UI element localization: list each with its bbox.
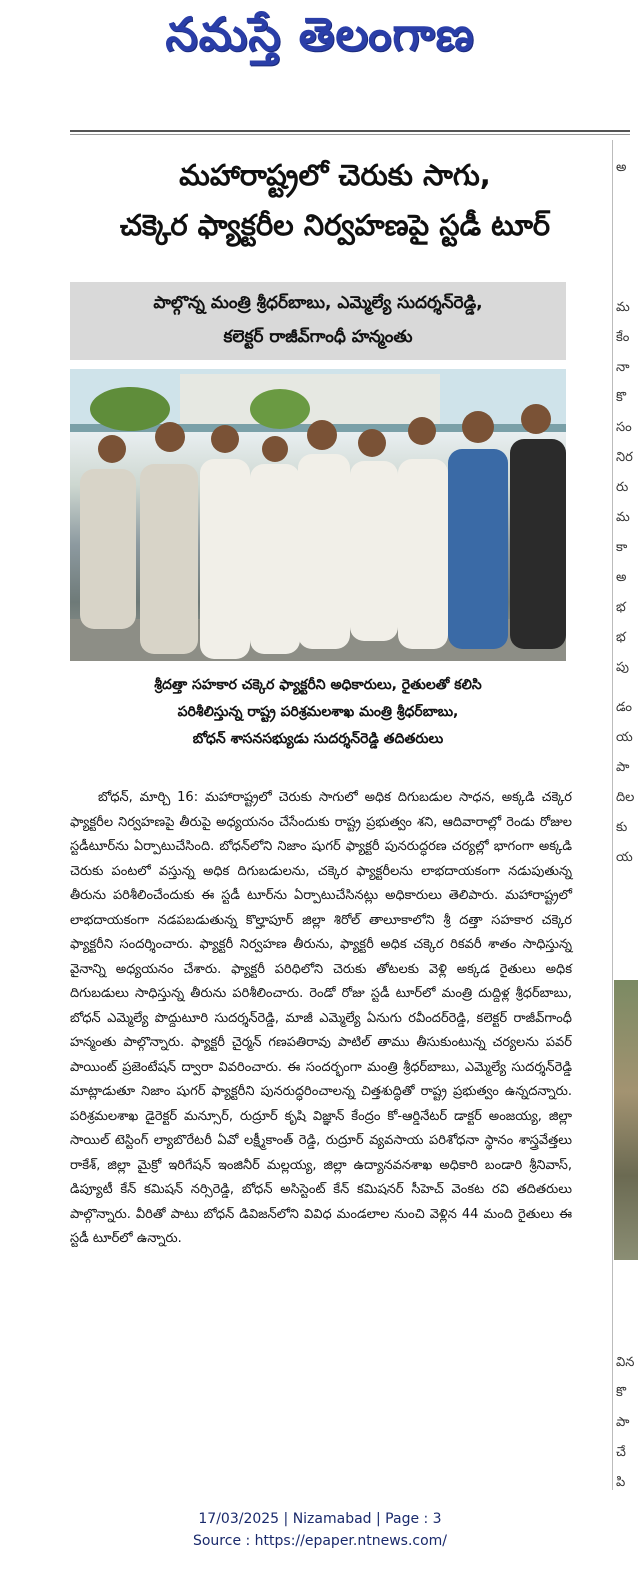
- adjacent-column: [612, 140, 640, 1490]
- adjacent-column-fragment: య: [616, 850, 633, 865]
- top-rule: [70, 130, 630, 132]
- caption-line-3: బోధన్ శాసనసభ్యుడు సుదర్శన్‌రెడ్డి తదితరులు: [192, 731, 444, 747]
- adjacent-column-fragment: కేం: [616, 330, 630, 345]
- caption-line-1: శ్రీదత్తా సహకార చక్కెర ఫ్యాక్టరీని అధికారులు, రైతులతో కలిసి: [154, 677, 482, 693]
- top-rule-thin: [70, 134, 630, 135]
- photo-caption: [70, 672, 566, 753]
- headline-line-1: మహారాష్ట్రలో చెరుకు సాగు,: [179, 158, 491, 192]
- article-headline: [70, 150, 600, 250]
- adjacent-column-fragment: కొ: [616, 1385, 627, 1400]
- newspaper-logo: నమస్తే తెలంగాణ: [165, 7, 475, 61]
- adjacent-column-fragment: పా: [616, 1415, 630, 1430]
- group-photo-illustration: [70, 369, 566, 661]
- adjacent-column-fragment: కు: [616, 820, 628, 835]
- subhead-line-1: పాల్గొన్న మంత్రి శ్రీధర్‌బాబు, ఎమ్మెల్యే సుదర్శన్‌రెడ్డి,: [153, 293, 483, 313]
- adjacent-column-fragment: పి: [616, 1475, 626, 1490]
- adjacent-column-fragment: మ: [616, 510, 630, 525]
- adjacent-column-fragment: భ: [616, 630, 626, 645]
- footer-source-line: Source : https://epaper.ntnews.com/: [192, 1533, 448, 1549]
- masthead-strip: [70, 82, 570, 102]
- adjacent-column-fragment: అ: [616, 160, 627, 175]
- adjacent-column-fragment: అ: [616, 570, 627, 585]
- adjacent-photo: [614, 980, 638, 1260]
- adjacent-column-fragment: సం: [616, 420, 632, 435]
- article-subhead: [70, 282, 566, 360]
- adjacent-column-fragment: విన: [616, 1355, 635, 1370]
- adjacent-column-fragment: మ: [616, 300, 630, 315]
- article-body: బోధన్, మార్చి 16: మహారాష్ట్రలో చెరుకు సాగులో అధిక దిగుబడుల సాధన, అక్కడి చక్కెర ఫ్యాక్టరీల నిర్వహణపై తీరుపై అధ్యయనం చేసేందుకు రాష్ట్ర ప్రభుత్వం శని, ఆదివారాల్లో రెండు రోజుల స్టడీటూర్‌ను ఏర్పాటుచేసింది. బోధన్‌లోని నిజాం షుగర్ ఫ్యాక్టరీ పునరుద్ధరణ చర్యల్లో భాగంగా అక్కడి చెరుకు పంటలో వస్తున్న అధిక దిగుబడులను, చక్కెర ఫ్యాక్టరీలను లాభదాయకంగా నడుపుతున్న తీరును పరిశీలించేందుకు ఈ స్టడీ టూర్‌ను ఏర్పాటుచేసినట్లు అధికారులు తెలిపారు. మహారాష్ట్రలో లాభదాయకంగా నడపబడుతున్న కొల్హాపూర్ జిల్లా శిరోల్ తాలూకాలోని శ్రీ దత్తా సహకార చక్కెర ఫ్యాక్టరీని సందర్శించారు. ఫ్యాక్టరీ నిర్వహణ తీరును, ఫ్యాక్టరీ అధిక చక్కెర రికవరీ శాతం సాధిస్తున్న వైనాన్ని అధ్యయనం చేశారు. ఫ్యాక్టరీ పరిధిలోని చెరుకు తోటలకు వెళ్లి అక్కడ రైతులు అధిక దిగుబడులు సాధిస్తున్న తీరును పరిశీలించారు. రెండో రోజు స్టడీ టూర్‌లో మంత్రి దుద్దిళ్ల శ్రీధర్‌బాబు, బోధన్ ఎమ్మెల్యే పొద్దుటూరి సుదర్శన్‌రెడ్డి, మాజీ ఎమ్మెల్యే ఏనుగు రవీందర్‌రెడ్డి, కలెక్టర్ రాజీవ్‌గాంధీ హన్మంతు పాల్గొన్నారు. ఫ్యాక్టరీ చైర్మన్ గణపతిరావు పాటిల్ తాము తీసుకుంటున్న చర్యలను పవర్ పాయింట్ ప్రజెంటేషన్ ద్వారా వివరించారు. ఈ సందర్భంగా మంత్రి శ్రీధర్‌బాబు, ఎమ్మెల్యే సుదర్శన్‌రెడ్డి మాట్లాడుతూ నిజాం షుగర్ ఫ్యాక్టరీని పునరుద్ధరించాలన్న చిత్తశుద్ధితో రాష్ట్ర ప్రభుత్వం ఉన్నదన్నారు. పరిశ్రమలశాఖ డైరెక్టర్ మన్సూర్, రుద్రూర్ కృషి విజ్ఞాన్ కేంద్రం కో-ఆర్డినేటర్ డాక్టర్ అంజయ్య, జిల్లా సాయిల్ టెస్టింగ్ ల్యాబొరేటరీ ఏవో లక్ష్మీకాంత్ రెడ్డి, రుద్రూర్ వ్యవసాయ పరిశోధనా స్థానం శాస్త్రవేత్తలు రాకేశ్, జిల్లా మైక్రో ఇరిగేషన్ ఇంజినీర్ మల్లయ్య, జిల్లా ఉద్యానవనశాఖ అధికారి బండారి శ్రీనివాస్, డిప్యూటీ కేన్ కమిషన్ నర్సిరెడ్డి, బోధన్ అసిస్టెంట్ కేన్ కమిషనర్ సీహెచ్ వెంకట రవి తదితరులు పాల్గొన్నారు. వీరితో పాటు బోధన్ డివిజన్‌లోని వివిధ మండలాల నుంచి వెళ్లిన 44 మంది రైతులు ఈ స్టడీ టూర్‌లో ఉన్నారు.: [70, 790, 572, 1246]
- adjacent-column-fragment: కొ: [616, 390, 627, 405]
- footer-date-line: 17/03/2025 | Nizamabad | Page : 3: [198, 1511, 442, 1527]
- adjacent-column-fragment: చే: [616, 1445, 626, 1460]
- adjacent-column-fragment: పా: [616, 760, 630, 775]
- adjacent-column-fragment: భ: [616, 600, 626, 615]
- adjacent-column-fragment: నిర: [616, 450, 633, 465]
- adjacent-column-fragment: నా: [616, 360, 630, 375]
- article-photo: [70, 369, 566, 661]
- adjacent-column-fragment: కా: [616, 540, 628, 555]
- page-footer: [0, 1508, 640, 1552]
- adjacent-column-fragment: డం: [616, 700, 633, 715]
- subhead-line-2: కలెక్టర్ రాజీవ్‌గాంధీ హన్మంతు: [223, 327, 413, 347]
- adjacent-column-fragment: దిల: [616, 790, 635, 805]
- column-divider: [612, 140, 613, 1490]
- masthead: [0, 0, 640, 100]
- adjacent-column-fragment: రు: [616, 480, 629, 495]
- caption-line-2: పరిశీలిస్తున్న రాష్ట్ర పరిశ్రమలశాఖ మంత్రి శ్రీధర్‌బాబు,: [177, 704, 459, 720]
- adjacent-column-fragment: య: [616, 730, 633, 745]
- adjacent-column-fragment: పు: [616, 660, 629, 675]
- headline-line-2: చక్కెర ఫ్యాక్టరీల నిర్వహణపై స్టడీ టూర్: [119, 208, 551, 242]
